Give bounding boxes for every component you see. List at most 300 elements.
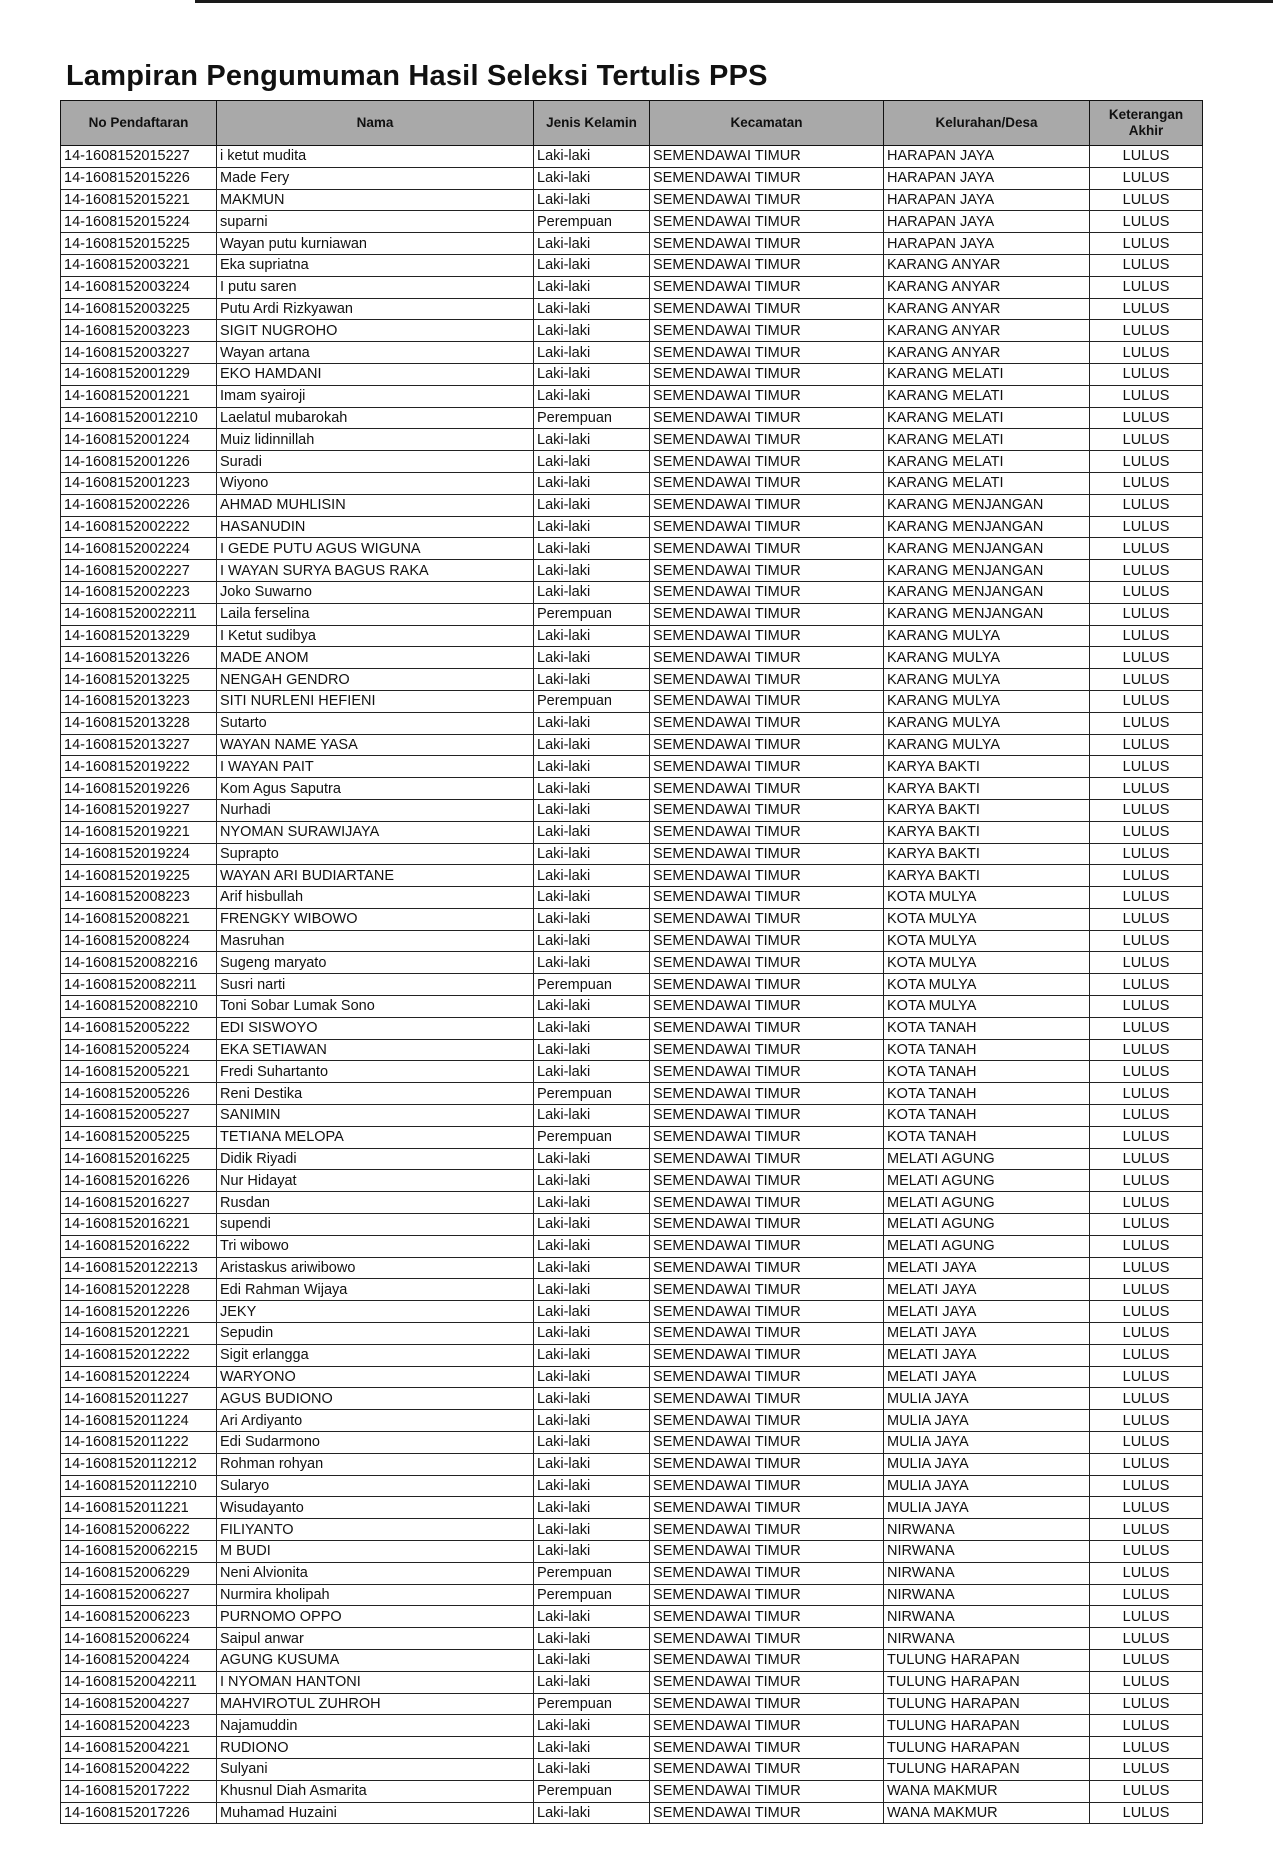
nama-cell: Sugeng maryato — [217, 952, 534, 974]
jenis-kelamin-cell: Laki-laki — [534, 625, 650, 647]
jenis-kelamin-cell: Laki-laki — [534, 254, 650, 276]
keterangan-cell: LULUS — [1090, 1105, 1203, 1127]
keterangan-cell: LULUS — [1090, 1562, 1203, 1584]
no-pendaftaran-cell: 14-1608152016226 — [61, 1170, 217, 1192]
no-pendaftaran-cell: 14-16081520112212 — [61, 1453, 217, 1475]
table-row — [61, 1737, 1203, 1759]
keterangan-cell: LULUS — [1090, 1737, 1203, 1759]
keterangan-cell: LULUS — [1090, 1323, 1203, 1345]
nama-cell: Putu Ardi Rizkyawan — [217, 298, 534, 320]
keterangan-cell: LULUS — [1090, 1715, 1203, 1737]
keterangan-cell: LULUS — [1090, 756, 1203, 778]
kelurahan-desa-cell: KARANG MELATI — [884, 451, 1090, 473]
keterangan-cell: LULUS — [1090, 407, 1203, 429]
kecamatan-cell: SEMENDAWAI TIMUR — [650, 516, 884, 538]
kelurahan-desa-cell: KARANG MENJANGAN — [884, 560, 1090, 582]
kelurahan-desa-cell: MULIA JAYA — [884, 1410, 1090, 1432]
nama-cell: Wayan putu kurniawan — [217, 233, 534, 255]
table-row — [61, 494, 1203, 516]
keterangan-cell: LULUS — [1090, 996, 1203, 1018]
table-row — [61, 843, 1203, 865]
keterangan-cell: LULUS — [1090, 429, 1203, 451]
table-row — [61, 1410, 1203, 1432]
jenis-kelamin-cell: Laki-laki — [534, 799, 650, 821]
keterangan-cell: LULUS — [1090, 516, 1203, 538]
no-pendaftaran-cell: 14-1608152003223 — [61, 320, 217, 342]
nama-cell: RUDIONO — [217, 1737, 534, 1759]
kelurahan-desa-cell: MELATI AGUNG — [884, 1148, 1090, 1170]
no-pendaftaran-cell: 14-1608152001221 — [61, 385, 217, 407]
jenis-kelamin-cell: Laki-laki — [534, 1279, 650, 1301]
nama-cell: Neni Alvionita — [217, 1562, 534, 1584]
keterangan-cell: LULUS — [1090, 1301, 1203, 1323]
jenis-kelamin-cell: Laki-laki — [534, 1671, 650, 1693]
no-pendaftaran-cell: 14-1608152008221 — [61, 908, 217, 930]
jenis-kelamin-cell: Laki-laki — [534, 1497, 650, 1519]
jenis-kelamin-cell: Laki-laki — [534, 843, 650, 865]
no-pendaftaran-cell: 14-1608152002227 — [61, 560, 217, 582]
nama-cell: Muhamad Huzaini — [217, 1802, 534, 1824]
no-pendaftaran-cell: 14-1608152001224 — [61, 429, 217, 451]
no-pendaftaran-cell: 14-1608152016221 — [61, 1214, 217, 1236]
jenis-kelamin-cell: Laki-laki — [534, 1017, 650, 1039]
table-row — [61, 146, 1203, 168]
kecamatan-cell: SEMENDAWAI TIMUR — [650, 1802, 884, 1824]
jenis-kelamin-cell: Laki-laki — [534, 756, 650, 778]
kelurahan-desa-cell: KARANG MELATI — [884, 407, 1090, 429]
keterangan-cell: LULUS — [1090, 1410, 1203, 1432]
no-pendaftaran-cell: 14-16081520082211 — [61, 974, 217, 996]
kelurahan-desa-cell: KOTA TANAH — [884, 1039, 1090, 1061]
table-row — [61, 1105, 1203, 1127]
kelurahan-desa-cell: MULIA JAYA — [884, 1497, 1090, 1519]
kecamatan-cell: SEMENDAWAI TIMUR — [650, 429, 884, 451]
keterangan-cell: LULUS — [1090, 560, 1203, 582]
kelurahan-desa-cell: MELATI AGUNG — [884, 1235, 1090, 1257]
no-pendaftaran-cell: 14-1608152005222 — [61, 1017, 217, 1039]
nama-cell: Joko Suwarno — [217, 581, 534, 603]
table-row — [61, 1584, 1203, 1606]
jenis-kelamin-cell: Laki-laki — [534, 865, 650, 887]
no-pendaftaran-cell: 14-1608152012224 — [61, 1366, 217, 1388]
kelurahan-desa-cell: MELATI JAYA — [884, 1301, 1090, 1323]
keterangan-cell: LULUS — [1090, 298, 1203, 320]
kelurahan-desa-cell: KARANG MELATI — [884, 429, 1090, 451]
kecamatan-cell: SEMENDAWAI TIMUR — [650, 1410, 884, 1432]
kecamatan-cell: SEMENDAWAI TIMUR — [650, 472, 884, 494]
table-row — [61, 298, 1203, 320]
jenis-kelamin-cell: Laki-laki — [534, 1257, 650, 1279]
jenis-kelamin-cell: Laki-laki — [534, 1432, 650, 1454]
nama-cell: I GEDE PUTU AGUS WIGUNA — [217, 538, 534, 560]
kelurahan-desa-cell: KARYA BAKTI — [884, 756, 1090, 778]
nama-cell: AGUNG KUSUMA — [217, 1649, 534, 1671]
no-pendaftaran-cell: 14-1608152011227 — [61, 1388, 217, 1410]
nama-cell: Edi Rahman Wijaya — [217, 1279, 534, 1301]
kelurahan-desa-cell: TULUNG HARAPAN — [884, 1671, 1090, 1693]
jenis-kelamin-cell: Perempuan — [534, 1562, 650, 1584]
table-row — [61, 1061, 1203, 1083]
keterangan-cell: LULUS — [1090, 1039, 1203, 1061]
kecamatan-cell: SEMENDAWAI TIMUR — [650, 494, 884, 516]
keterangan-cell: LULUS — [1090, 1541, 1203, 1563]
keterangan-cell: LULUS — [1090, 669, 1203, 691]
jenis-kelamin-cell: Laki-laki — [534, 1235, 650, 1257]
kelurahan-desa-cell: NIRWANA — [884, 1562, 1090, 1584]
kecamatan-cell: SEMENDAWAI TIMUR — [650, 1039, 884, 1061]
no-pendaftaran-cell: 14-1608152015226 — [61, 167, 217, 189]
no-pendaftaran-cell: 14-1608152006223 — [61, 1606, 217, 1628]
table-row — [61, 472, 1203, 494]
kecamatan-cell: SEMENDAWAI TIMUR — [650, 1693, 884, 1715]
nama-cell: Sepudin — [217, 1323, 534, 1345]
keterangan-cell: LULUS — [1090, 363, 1203, 385]
jenis-kelamin-cell: Laki-laki — [534, 1061, 650, 1083]
keterangan-cell: LULUS — [1090, 843, 1203, 865]
jenis-kelamin-cell: Laki-laki — [534, 1170, 650, 1192]
table-row — [61, 930, 1203, 952]
jenis-kelamin-cell: Laki-laki — [534, 1737, 650, 1759]
no-pendaftaran-cell: 14-1608152015224 — [61, 211, 217, 233]
no-pendaftaran-cell: 14-1608152004221 — [61, 1737, 217, 1759]
nama-cell: Muiz lidinnillah — [217, 429, 534, 451]
kelurahan-desa-cell: TULUNG HARAPAN — [884, 1737, 1090, 1759]
table-row — [61, 1780, 1203, 1802]
keterangan-cell: LULUS — [1090, 712, 1203, 734]
table-row — [61, 952, 1203, 974]
no-pendaftaran-cell: 14-1608152012221 — [61, 1323, 217, 1345]
no-pendaftaran-cell: 14-16081520012210 — [61, 407, 217, 429]
jenis-kelamin-cell: Laki-laki — [534, 952, 650, 974]
kecamatan-cell: SEMENDAWAI TIMUR — [650, 1083, 884, 1105]
keterangan-cell: LULUS — [1090, 1170, 1203, 1192]
page-title: Lampiran Pengumuman Hasil Seleksi Tertulis PPS — [66, 60, 768, 92]
kecamatan-cell: SEMENDAWAI TIMUR — [650, 625, 884, 647]
table-row — [61, 1649, 1203, 1671]
jenis-kelamin-cell: Laki-laki — [534, 908, 650, 930]
table-row — [61, 276, 1203, 298]
kecamatan-cell: SEMENDAWAI TIMUR — [650, 1017, 884, 1039]
no-pendaftaran-cell: 14-1608152005221 — [61, 1061, 217, 1083]
table-row — [61, 342, 1203, 364]
keterangan-cell: LULUS — [1090, 1780, 1203, 1802]
keterangan-cell: LULUS — [1090, 865, 1203, 887]
jenis-kelamin-cell: Laki-laki — [534, 233, 650, 255]
nama-cell: Suprapto — [217, 843, 534, 865]
kecamatan-cell: SEMENDAWAI TIMUR — [650, 1388, 884, 1410]
kecamatan-cell: SEMENDAWAI TIMUR — [650, 276, 884, 298]
nama-cell: Laila ferselina — [217, 603, 534, 625]
kelurahan-desa-cell: MULIA JAYA — [884, 1453, 1090, 1475]
kecamatan-cell: SEMENDAWAI TIMUR — [650, 734, 884, 756]
nama-cell: Eka supriatna — [217, 254, 534, 276]
kelurahan-desa-cell: MELATI JAYA — [884, 1257, 1090, 1279]
header-jenis-kelamin: Jenis Kelamin — [534, 101, 650, 146]
jenis-kelamin-cell: Laki-laki — [534, 1192, 650, 1214]
nama-cell: SANIMIN — [217, 1105, 534, 1127]
nama-cell: i ketut mudita — [217, 146, 534, 168]
nama-cell: HASANUDIN — [217, 516, 534, 538]
kecamatan-cell: SEMENDAWAI TIMUR — [650, 952, 884, 974]
jenis-kelamin-cell: Laki-laki — [534, 669, 650, 691]
keterangan-cell: LULUS — [1090, 1671, 1203, 1693]
jenis-kelamin-cell: Laki-laki — [534, 276, 650, 298]
nama-cell: Suradi — [217, 451, 534, 473]
keterangan-cell: LULUS — [1090, 1192, 1203, 1214]
kecamatan-cell: SEMENDAWAI TIMUR — [650, 1344, 884, 1366]
table-row — [61, 756, 1203, 778]
jenis-kelamin-cell: Perempuan — [534, 211, 650, 233]
keterangan-cell: LULUS — [1090, 974, 1203, 996]
table-row — [61, 799, 1203, 821]
kelurahan-desa-cell: KARANG MENJANGAN — [884, 603, 1090, 625]
kelurahan-desa-cell: KOTA TANAH — [884, 1083, 1090, 1105]
keterangan-cell: LULUS — [1090, 320, 1203, 342]
kelurahan-desa-cell: MELATI AGUNG — [884, 1192, 1090, 1214]
nama-cell: I WAYAN PAIT — [217, 756, 534, 778]
table-row — [61, 211, 1203, 233]
keterangan-cell: LULUS — [1090, 538, 1203, 560]
kelurahan-desa-cell: KARYA BAKTI — [884, 799, 1090, 821]
kecamatan-cell: SEMENDAWAI TIMUR — [650, 887, 884, 909]
nama-cell: NENGAH GENDRO — [217, 669, 534, 691]
kecamatan-cell: SEMENDAWAI TIMUR — [650, 1301, 884, 1323]
jenis-kelamin-cell: Laki-laki — [534, 1410, 650, 1432]
kelurahan-desa-cell: KARANG MULYA — [884, 647, 1090, 669]
table-row — [61, 189, 1203, 211]
jenis-kelamin-cell: Laki-laki — [534, 167, 650, 189]
no-pendaftaran-cell: 14-1608152004223 — [61, 1715, 217, 1737]
jenis-kelamin-cell: Perempuan — [534, 407, 650, 429]
table-row — [61, 625, 1203, 647]
no-pendaftaran-cell: 14-1608152005226 — [61, 1083, 217, 1105]
no-pendaftaran-cell: 14-1608152006222 — [61, 1519, 217, 1541]
nama-cell: Tri wibowo — [217, 1235, 534, 1257]
no-pendaftaran-cell: 14-1608152006224 — [61, 1628, 217, 1650]
jenis-kelamin-cell: Laki-laki — [534, 930, 650, 952]
nama-cell: JEKY — [217, 1301, 534, 1323]
nama-cell: I Ketut sudibya — [217, 625, 534, 647]
kecamatan-cell: SEMENDAWAI TIMUR — [650, 1148, 884, 1170]
no-pendaftaran-cell: 14-1608152015221 — [61, 189, 217, 211]
kelurahan-desa-cell: NIRWANA — [884, 1628, 1090, 1650]
no-pendaftaran-cell: 14-16081520062215 — [61, 1541, 217, 1563]
kecamatan-cell: SEMENDAWAI TIMUR — [650, 581, 884, 603]
table-row — [61, 167, 1203, 189]
no-pendaftaran-cell: 14-1608152017222 — [61, 1780, 217, 1802]
kecamatan-cell: SEMENDAWAI TIMUR — [650, 799, 884, 821]
table-row — [61, 690, 1203, 712]
kelurahan-desa-cell: KARYA BAKTI — [884, 778, 1090, 800]
kecamatan-cell: SEMENDAWAI TIMUR — [650, 1628, 884, 1650]
kecamatan-cell: SEMENDAWAI TIMUR — [650, 1606, 884, 1628]
keterangan-cell: LULUS — [1090, 1257, 1203, 1279]
no-pendaftaran-cell: 14-1608152002224 — [61, 538, 217, 560]
keterangan-cell: LULUS — [1090, 1148, 1203, 1170]
no-pendaftaran-cell: 14-1608152016227 — [61, 1192, 217, 1214]
keterangan-cell: LULUS — [1090, 233, 1203, 255]
jenis-kelamin-cell: Laki-laki — [534, 1148, 650, 1170]
kecamatan-cell: SEMENDAWAI TIMUR — [650, 1715, 884, 1737]
keterangan-cell: LULUS — [1090, 1475, 1203, 1497]
keterangan-cell: LULUS — [1090, 690, 1203, 712]
kecamatan-cell: SEMENDAWAI TIMUR — [650, 1105, 884, 1127]
keterangan-cell: LULUS — [1090, 799, 1203, 821]
table-row — [61, 603, 1203, 625]
kecamatan-cell: SEMENDAWAI TIMUR — [650, 603, 884, 625]
nama-cell: SITI NURLENI HEFIENI — [217, 690, 534, 712]
keterangan-cell: LULUS — [1090, 734, 1203, 756]
kecamatan-cell: SEMENDAWAI TIMUR — [650, 189, 884, 211]
jenis-kelamin-cell: Laki-laki — [534, 1039, 650, 1061]
jenis-kelamin-cell: Laki-laki — [534, 1301, 650, 1323]
nama-cell: WAYAN ARI BUDIARTANE — [217, 865, 534, 887]
keterangan-cell: LULUS — [1090, 887, 1203, 909]
kecamatan-cell: SEMENDAWAI TIMUR — [650, 1279, 884, 1301]
jenis-kelamin-cell: Laki-laki — [534, 189, 650, 211]
jenis-kelamin-cell: Perempuan — [534, 1083, 650, 1105]
nama-cell: M BUDI — [217, 1541, 534, 1563]
jenis-kelamin-cell: Laki-laki — [534, 1475, 650, 1497]
nama-cell: WARYONO — [217, 1366, 534, 1388]
jenis-kelamin-cell: Laki-laki — [534, 538, 650, 560]
no-pendaftaran-cell: 14-1608152013227 — [61, 734, 217, 756]
keterangan-cell: LULUS — [1090, 1083, 1203, 1105]
header-kelurahan-desa: Kelurahan/Desa — [884, 101, 1090, 146]
table-row — [61, 1279, 1203, 1301]
table-row — [61, 1017, 1203, 1039]
nama-cell: Toni Sobar Lumak Sono — [217, 996, 534, 1018]
kecamatan-cell: SEMENDAWAI TIMUR — [650, 233, 884, 255]
nama-cell: Wisudayanto — [217, 1497, 534, 1519]
table-row — [61, 669, 1203, 691]
no-pendaftaran-cell: 14-1608152019224 — [61, 843, 217, 865]
kecamatan-cell: SEMENDAWAI TIMUR — [650, 385, 884, 407]
jenis-kelamin-cell: Laki-laki — [534, 1344, 650, 1366]
nama-cell: Rohman rohyan — [217, 1453, 534, 1475]
kelurahan-desa-cell: HARAPAN JAYA — [884, 146, 1090, 168]
keterangan-cell: LULUS — [1090, 821, 1203, 843]
kecamatan-cell: SEMENDAWAI TIMUR — [650, 712, 884, 734]
no-pendaftaran-cell: 14-1608152003225 — [61, 298, 217, 320]
table-row — [61, 1628, 1203, 1650]
jenis-kelamin-cell: Perempuan — [534, 974, 650, 996]
kecamatan-cell: SEMENDAWAI TIMUR — [650, 690, 884, 712]
nama-cell: EDI SISWOYO — [217, 1017, 534, 1039]
keterangan-cell: LULUS — [1090, 1497, 1203, 1519]
kelurahan-desa-cell: KOTA MULYA — [884, 996, 1090, 1018]
no-pendaftaran-cell: 14-1608152003227 — [61, 342, 217, 364]
jenis-kelamin-cell: Laki-laki — [534, 996, 650, 1018]
table-row — [61, 233, 1203, 255]
keterangan-cell: LULUS — [1090, 1758, 1203, 1780]
kecamatan-cell: SEMENDAWAI TIMUR — [650, 865, 884, 887]
kelurahan-desa-cell: NIRWANA — [884, 1584, 1090, 1606]
kelurahan-desa-cell: KOTA MULYA — [884, 908, 1090, 930]
keterangan-cell: LULUS — [1090, 1279, 1203, 1301]
jenis-kelamin-cell: Laki-laki — [534, 342, 650, 364]
jenis-kelamin-cell: Laki-laki — [534, 1105, 650, 1127]
kelurahan-desa-cell: MELATI AGUNG — [884, 1214, 1090, 1236]
nama-cell: Made Fery — [217, 167, 534, 189]
jenis-kelamin-cell: Laki-laki — [534, 1649, 650, 1671]
no-pendaftaran-cell: 14-1608152004227 — [61, 1693, 217, 1715]
nama-cell: Nurmira kholipah — [217, 1584, 534, 1606]
nama-cell: Susri narti — [217, 974, 534, 996]
table-row — [61, 1214, 1203, 1236]
table-row — [61, 407, 1203, 429]
table-row — [61, 1366, 1203, 1388]
kecamatan-cell: SEMENDAWAI TIMUR — [650, 1497, 884, 1519]
jenis-kelamin-cell: Perempuan — [534, 1780, 650, 1802]
kecamatan-cell: SEMENDAWAI TIMUR — [650, 669, 884, 691]
no-pendaftaran-cell: 14-1608152017226 — [61, 1802, 217, 1824]
no-pendaftaran-cell: 14-1608152011222 — [61, 1432, 217, 1454]
table-row — [61, 1257, 1203, 1279]
no-pendaftaran-cell: 14-1608152019222 — [61, 756, 217, 778]
nama-cell: Khusnul Diah Asmarita — [217, 1780, 534, 1802]
table-row — [61, 734, 1203, 756]
nama-cell: AGUS BUDIONO — [217, 1388, 534, 1410]
kelurahan-desa-cell: KARANG MELATI — [884, 385, 1090, 407]
nama-cell: AHMAD MUHLISIN — [217, 494, 534, 516]
no-pendaftaran-cell: 14-1608152013225 — [61, 669, 217, 691]
no-pendaftaran-cell: 14-1608152004222 — [61, 1758, 217, 1780]
no-pendaftaran-cell: 14-1608152019225 — [61, 865, 217, 887]
jenis-kelamin-cell: Laki-laki — [534, 647, 650, 669]
keterangan-cell: LULUS — [1090, 1519, 1203, 1541]
kelurahan-desa-cell: KOTA TANAH — [884, 1105, 1090, 1127]
table-row — [61, 538, 1203, 560]
no-pendaftaran-cell: 14-1608152013226 — [61, 647, 217, 669]
nama-cell: Masruhan — [217, 930, 534, 952]
table-row — [61, 821, 1203, 843]
nama-cell: Wiyono — [217, 472, 534, 494]
no-pendaftaran-cell: 14-1608152019221 — [61, 821, 217, 843]
jenis-kelamin-cell: Laki-laki — [534, 1541, 650, 1563]
jenis-kelamin-cell: Laki-laki — [534, 1628, 650, 1650]
jenis-kelamin-cell: Laki-laki — [534, 1453, 650, 1475]
kecamatan-cell: SEMENDAWAI TIMUR — [650, 1541, 884, 1563]
no-pendaftaran-cell: 14-1608152008224 — [61, 930, 217, 952]
keterangan-cell: LULUS — [1090, 647, 1203, 669]
keterangan-cell: LULUS — [1090, 603, 1203, 625]
kecamatan-cell: SEMENDAWAI TIMUR — [650, 560, 884, 582]
table-row — [61, 1758, 1203, 1780]
table-row — [61, 865, 1203, 887]
jenis-kelamin-cell: Laki-laki — [534, 363, 650, 385]
kelurahan-desa-cell: KARANG MULYA — [884, 712, 1090, 734]
nama-cell: Nur Hidayat — [217, 1170, 534, 1192]
keterangan-cell: LULUS — [1090, 1061, 1203, 1083]
jenis-kelamin-cell: Laki-laki — [534, 1388, 650, 1410]
kelurahan-desa-cell: TULUNG HARAPAN — [884, 1715, 1090, 1737]
table-row — [61, 1475, 1203, 1497]
no-pendaftaran-cell: 14-1608152008223 — [61, 887, 217, 909]
nama-cell: FRENGKY WIBOWO — [217, 908, 534, 930]
kecamatan-cell: SEMENDAWAI TIMUR — [650, 1758, 884, 1780]
no-pendaftaran-cell: 14-1608152001223 — [61, 472, 217, 494]
header-no-pendaftaran: No Pendaftaran — [61, 101, 217, 146]
kelurahan-desa-cell: KARYA BAKTI — [884, 843, 1090, 865]
keterangan-cell: LULUS — [1090, 1126, 1203, 1148]
keterangan-cell: LULUS — [1090, 1453, 1203, 1475]
kelurahan-desa-cell: KARANG ANYAR — [884, 254, 1090, 276]
keterangan-cell: LULUS — [1090, 1628, 1203, 1650]
no-pendaftaran-cell: 14-1608152016225 — [61, 1148, 217, 1170]
table-row — [61, 908, 1203, 930]
table-row — [61, 1519, 1203, 1541]
